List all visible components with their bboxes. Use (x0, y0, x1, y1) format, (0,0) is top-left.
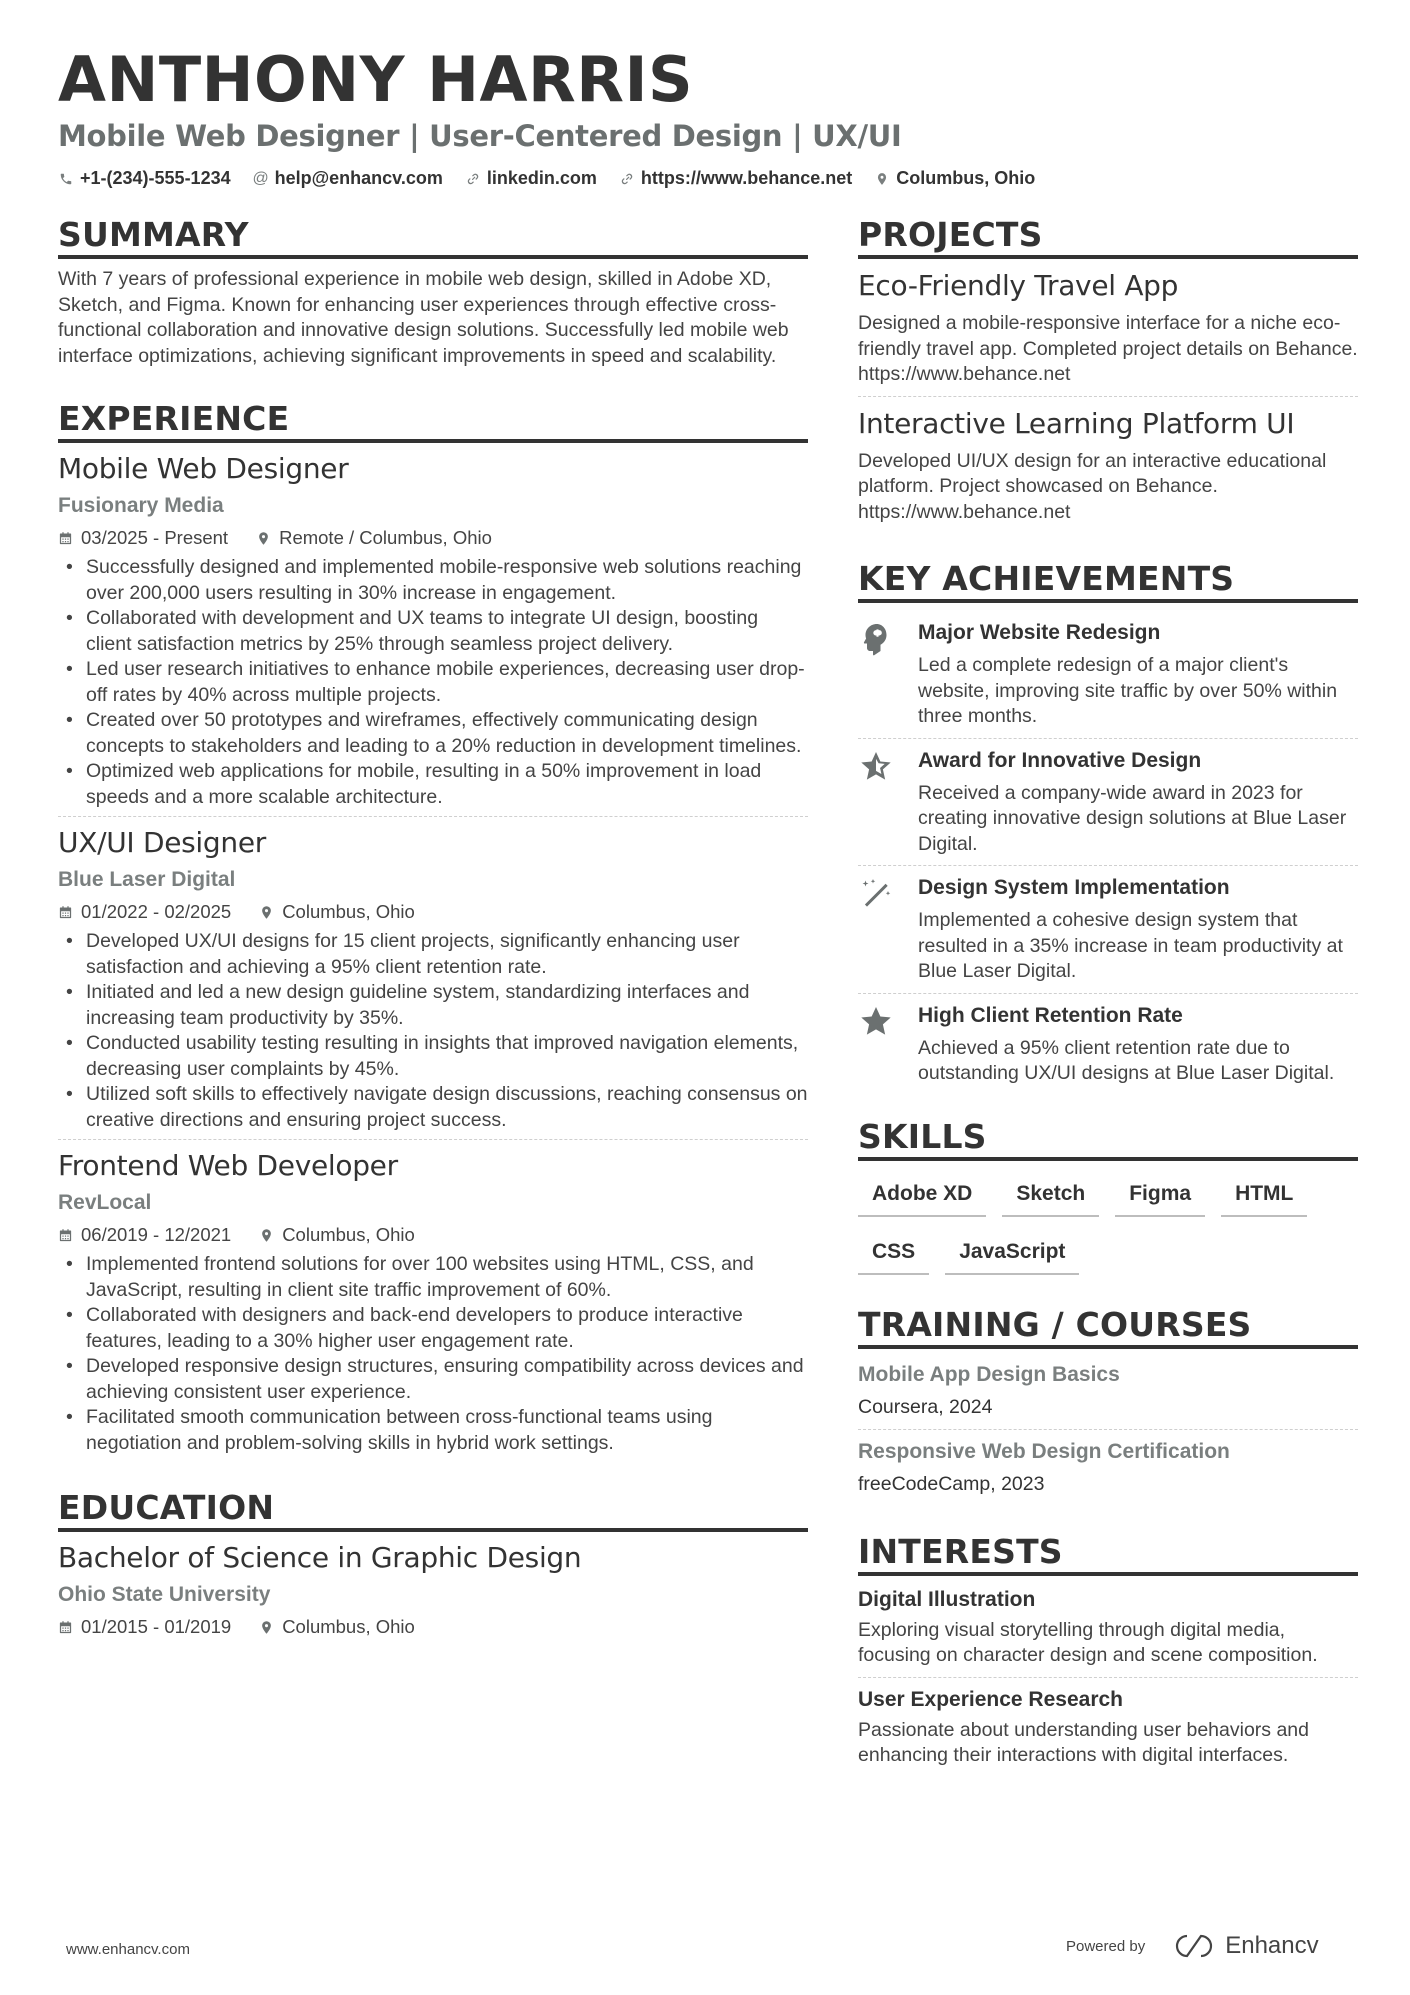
footer-website-link[interactable]: www.enhancv.com (66, 1941, 190, 1958)
interest-title: User Experience Research (858, 1687, 1123, 1711)
experience-entry (58, 816, 808, 1139)
brain-head-icon (858, 621, 894, 657)
achievement-description: Implemented a cohesive design system that resulted in a 35% increase in team productivity at Blue Laser Digital. (918, 909, 1343, 982)
contact-location (874, 168, 1035, 189)
calendar-icon (58, 905, 73, 920)
job-dates: 03/2025 - Present (81, 527, 229, 548)
company-name: RevLocal (58, 1191, 152, 1214)
contact-behance[interactable] (619, 168, 852, 189)
enhancv-brand-name: Enhancv (1225, 1932, 1319, 1959)
achievement-title: Major Website Redesign (918, 621, 1161, 644)
contact-bar (58, 168, 1358, 189)
job-bullet: • Utilized soft skills to effectively navigate design discussions, reaching consensus on creative directions and ensuring project success. (58, 1082, 808, 1133)
course-provider: freeCodeCamp, 2023 (858, 1472, 1045, 1495)
projects-section (858, 215, 1358, 533)
skill-tag: JavaScript (945, 1231, 1079, 1275)
education-section (58, 1488, 808, 1646)
achievement-entry (858, 865, 1358, 993)
experience-entry (58, 1139, 808, 1462)
summary-text: With 7 years of professional experience in mobile web design, skilled in Adobe XD, Sketch, and Figma. Known for enhancing user experiences through effective cross-functional collaboration and innovative design solutions. Successfully led mobile web interface optimizations, achieving significant improvements in speed and scalability. (58, 268, 789, 367)
location-icon (259, 905, 274, 920)
project-title: Eco-Friendly Travel App (858, 269, 1179, 302)
training-section (858, 1305, 1358, 1506)
location-icon (259, 1228, 274, 1243)
interest-title: Digital Illustration (858, 1587, 1036, 1611)
job-bullets (58, 1252, 808, 1456)
achievement-title: Design System Implementation (918, 876, 1230, 899)
contact-linkedin[interactable] (465, 168, 597, 189)
school-name: Ohio State University (58, 1583, 271, 1606)
education-dates: 01/2015 - 01/2019 (81, 1616, 232, 1637)
interest-description: Passionate about understanding user behaviors and enhancing their interactions with digital interfaces. (858, 1718, 1309, 1766)
achievements-section (858, 559, 1358, 1095)
right-column (858, 215, 1358, 1807)
job-title: Mobile Web Designer (58, 452, 349, 485)
project-title: Interactive Learning Platform UI (858, 406, 1295, 440)
experience-section (58, 399, 808, 1462)
contact-email[interactable] (253, 168, 443, 189)
link-icon (619, 171, 635, 187)
skills-list (858, 1169, 1358, 1289)
contact-location-text: Columbus, Ohio (896, 168, 1036, 188)
resume-header (58, 44, 1358, 189)
project-entry (858, 267, 1358, 396)
job-bullets (58, 555, 808, 810)
candidate-headline: Mobile Web Designer | User-Centered Design | UX/UI (58, 119, 902, 153)
skills-section (858, 1117, 1358, 1289)
section-title-skills: SKILLS (858, 1117, 1358, 1161)
section-title-experience: EXPERIENCE (58, 399, 808, 443)
star-icon (858, 1004, 894, 1040)
section-title-interests: INTERESTS (858, 1532, 1358, 1576)
achievement-entry (858, 738, 1358, 866)
interests-section (858, 1532, 1358, 1777)
contact-email-text: help@enhancv.com (274, 168, 443, 188)
project-description: Designed a mobile-responsive interface for a niche eco-friendly travel app. Completed project details on Behance. https://www.behance.net (858, 312, 1358, 385)
skill-tag: Adobe XD (858, 1173, 986, 1217)
phone-icon (58, 171, 74, 187)
calendar-icon (58, 531, 73, 546)
job-dates: 01/2022 - 02/2025 (81, 901, 232, 922)
course-provider: Coursera, 2024 (858, 1395, 993, 1418)
job-title: Frontend Web Developer (58, 1149, 398, 1182)
job-bullet: • Developed responsive design structures, ensuring compatibility across devices and achieving consistent user experience. (58, 1354, 808, 1405)
job-meta (58, 1222, 808, 1248)
achievement-entry (858, 611, 1358, 738)
job-bullets (58, 929, 808, 1133)
experience-entry (58, 451, 808, 816)
section-title-training: TRAINING / COURSES (858, 1305, 1358, 1349)
job-bullet: • Successfully designed and implemented mobile-responsive web solutions reaching over 200,000 users resulting in 30% increase in engagement. (58, 555, 808, 606)
job-bullet: • Implemented frontend solutions for over 100 websites using HTML, CSS, and JavaScript, resulting in client site traffic improvement of 60%. (58, 1252, 808, 1303)
job-bullet: • Developed UX/UI designs for 15 client projects, significantly enhancing user satisfaction and achieving a 95% client retention rate. (58, 929, 808, 980)
contact-behance-text: https://www.behance.net (640, 168, 853, 188)
contact-phone-text: +1-(234)-555-1234 (80, 168, 231, 188)
achievement-description: Received a company-wide award in 2023 for creating innovative design solutions at Blue Laser Digital. (918, 781, 1347, 855)
location-icon (874, 171, 890, 187)
section-title-education: EDUCATION (58, 1488, 808, 1532)
interest-entry (858, 1584, 1358, 1677)
link-icon (465, 171, 481, 187)
calendar-icon (58, 1228, 73, 1243)
contact-linkedin-text: linkedin.com (486, 168, 597, 188)
job-bullet: • Led user research initiatives to enhance mobile experiences, decreasing user drop-off rates by 40% across multiple projects. (58, 657, 808, 708)
course-entry (858, 1357, 1358, 1429)
education-entry (58, 1540, 808, 1646)
location-icon (259, 1620, 274, 1635)
job-bullet: • Collaborated with designers and back-end developers to produce interactive features, leading to a 30% higher user engagement rate. (58, 1303, 808, 1354)
magic-wand-icon (858, 876, 894, 912)
achievement-description: Achieved a 95% client retention rate due to outstanding UX/UI designs at Blue Laser Digital. (918, 1036, 1335, 1084)
job-bullet: • Conducted usability testing resulting in insights that improved navigation elements, decreasing user complaints by 45%. (58, 1031, 808, 1082)
section-title-summary: SUMMARY (58, 215, 808, 259)
job-meta (58, 525, 808, 551)
achievement-description: Led a complete redesign of a major client's website, improving site traffic by over 50% within three months. (918, 654, 1338, 727)
job-title: UX/UI Designer (58, 826, 266, 859)
project-entry (858, 396, 1358, 534)
powered-by-label: Powered by (1066, 1937, 1146, 1955)
skill-tag: HTML (1221, 1173, 1307, 1217)
achievement-title: Award for Innovative Design (918, 748, 1202, 772)
interest-entry (858, 1677, 1358, 1777)
company-name: Blue Laser Digital (58, 868, 236, 891)
project-description: Developed UI/UX design for an interactive educational platform. Project showcased on Behance. https://www.behance.net (858, 449, 1327, 523)
summary-section (58, 215, 808, 369)
education-location: Columbus, Ohio (282, 1616, 415, 1637)
degree: Bachelor of Science in Graphic Design (58, 1541, 582, 1574)
job-dates: 06/2019 - 12/2021 (81, 1224, 232, 1245)
at-icon: @ (252, 169, 269, 187)
candidate-name: ANTHONY HARRIS (58, 43, 694, 116)
course-title: Mobile App Design Basics (858, 1362, 1120, 1386)
skill-tag: Sketch (1002, 1173, 1099, 1217)
enhancv-logo[interactable] (1171, 1932, 1318, 1960)
left-column (58, 215, 808, 1676)
contact-phone[interactable] (58, 168, 231, 189)
achievement-title: High Client Retention Rate (918, 1003, 1183, 1027)
section-title-achievements: KEY ACHIEVEMENTS (858, 559, 1358, 603)
course-title: Responsive Web Design Certification (858, 1439, 1230, 1463)
achievement-entry (858, 993, 1358, 1095)
job-location: Columbus, Ohio (282, 1224, 415, 1245)
skill-tag: CSS (858, 1231, 929, 1275)
job-bullet: • Facilitated smooth communication between cross-functional teams using negotiation and problem-solving skills in hybrid work settings. (58, 1405, 808, 1456)
course-entry (858, 1429, 1358, 1506)
education-meta (58, 1614, 808, 1640)
job-meta (58, 899, 808, 925)
job-bullet: • Created over 50 prototypes and wireframes, effectively communicating design concepts to stakeholders and leading to a 20% reduction in development timelines. (58, 708, 808, 759)
job-location: Remote / Columbus, Ohio (279, 527, 492, 548)
section-title-projects: PROJECTS (858, 215, 1358, 259)
half-star-icon (858, 749, 894, 785)
location-icon (256, 531, 271, 546)
job-bullet: • Initiated and led a new design guideline system, standardizing interfaces and increasing team productivity by 35%. (58, 980, 808, 1031)
job-bullet: • Collaborated with development and UX teams to integrate UI design, boosting client satisfaction metrics by 25% through seamless project delivery. (58, 606, 808, 657)
enhancv-logo-icon (1171, 1932, 1217, 1960)
company-name: Fusionary Media (58, 494, 224, 517)
footer-branding (1066, 1932, 1319, 1960)
interest-description: Exploring visual storytelling through digital media, focusing on character design and scene composition. (858, 1618, 1318, 1666)
job-location: Columbus, Ohio (282, 901, 415, 922)
skill-tag: Figma (1115, 1173, 1205, 1217)
calendar-icon (58, 1620, 73, 1635)
job-bullet: • Optimized web applications for mobile, resulting in a 50% improvement in load speeds and a more scalable architecture. (58, 759, 808, 810)
